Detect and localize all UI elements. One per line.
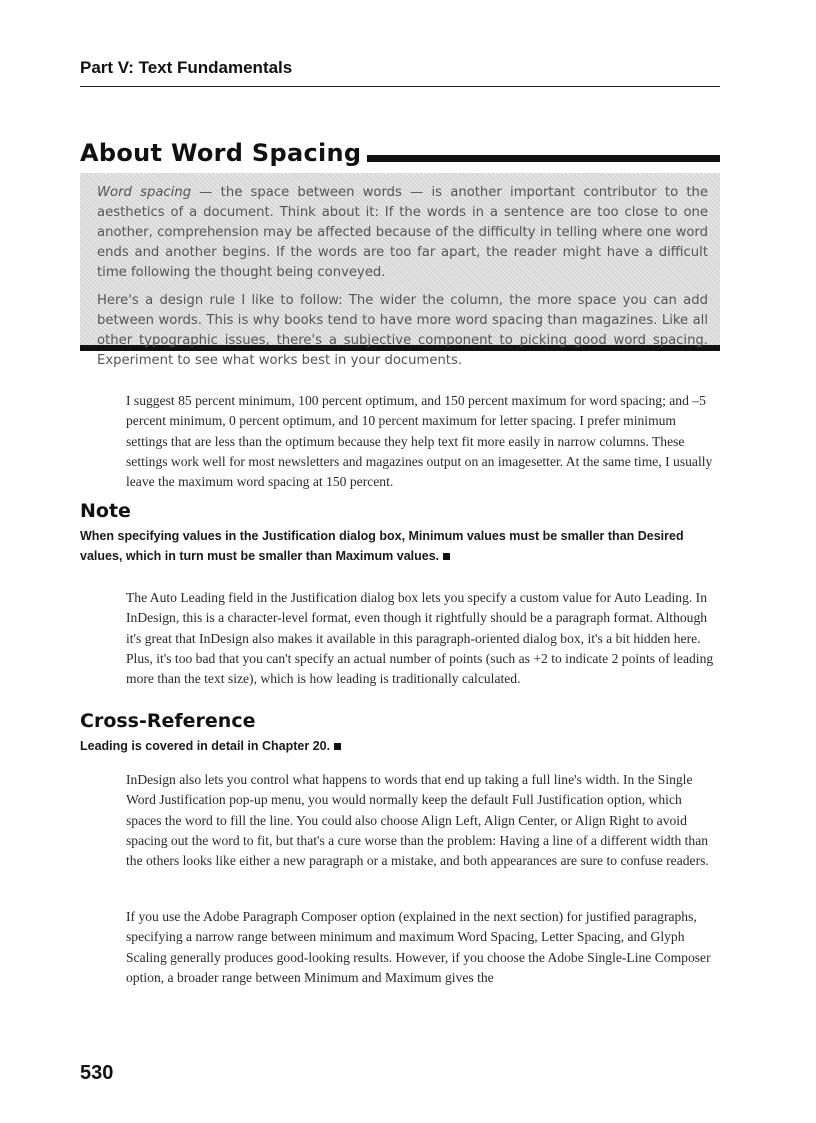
running-head: Part V: Text Fundamentals bbox=[80, 58, 720, 87]
end-mark-icon bbox=[334, 743, 341, 750]
cross-reference-text: Leading is covered in detail in Chapter 20. bbox=[80, 739, 331, 753]
body-paragraph-1-block bbox=[126, 391, 720, 492]
sidebar-term: Word spacing bbox=[97, 185, 192, 200]
title-rule bbox=[367, 155, 720, 162]
sidebar-box bbox=[80, 173, 720, 368]
end-mark-icon bbox=[443, 553, 450, 560]
sidebar-title: About Word Spacing bbox=[80, 139, 362, 167]
body-paragraph-4-block bbox=[126, 907, 720, 988]
sidebar-paragraph-2: Here's a design rule I like to follow: The wider the column, the more space you can add between words. This is why books tend to have more word spacing than magazines. Like all other typographic issues, there's a subjective component to picking good word spacing. Experiment to see what works best in your documents. bbox=[97, 293, 708, 368]
body-paragraph-4: If you use the Adobe Paragraph Composer option (explained in the next section) for justified paragraphs, specifying a narrow range between minimum and maximum Word Spacing, Letter Spacing, and Glyph Scaling generally produces good-looking results. However, if you choose the Adobe Single-Line Composer option, a broader range between Minimum and Maximum gives the bbox=[126, 909, 711, 985]
cross-reference-heading: Cross-Reference bbox=[80, 710, 256, 732]
body-paragraph-3-block bbox=[126, 770, 720, 871]
page-number: 530 bbox=[80, 1062, 114, 1084]
note-text: When specifying values in the Justification dialog box, Minimum values must be smaller than Desired values, which in turn must be smaller than Maximum values. bbox=[80, 529, 684, 563]
body-paragraph-2: The Auto Leading field in the Justification dialog box lets you specify a custom value for Auto Leading. In InDesign, this is a character-level format, even though it rightfully should be a paragraph format. Although it's great that InDesign also makes it available in this paragraph-oriented dialog box, it's a bit hidden here. Plus, it's too bad that you can't specify an actual number of points (such as +2 to indicate 2 points of leading more than the text size), which is how leading is traditionally calculated. bbox=[126, 590, 714, 687]
body-paragraph-2-block bbox=[126, 588, 720, 689]
body-paragraph-3: InDesign also lets you control what happens to words that end up taking a full line's width. In the Single Word Justification pop-up menu, you would normally keep the default Full Justification option, which spaces the word to fill the line. You could also choose Align Left, Align Center, or Align Right to avoid spacing out the word to fit, but that's a cure worse than the problem: Having a line of a different width than the others looks like either a new paragraph or a mistake, and both appearances are sure to confuse readers. bbox=[126, 772, 709, 869]
sidebar-paragraph-1-text: — the space between words — is another important contributor to the aesthetics of a document. Think about it: If the words in a sentence are too close to one another, comprehension may be affected because of the difficulty in telling where one word ends and another begins. If the words are too far apart, the reader might have a difficult time following the thought being conveyed. bbox=[97, 185, 709, 280]
body-paragraph-1: I suggest 85 percent minimum, 100 percent optimum, and 150 percent maximum for word spacing; and –5 percent minimum, 0 percent optimum, and 10 percent maximum for letter spacing. I prefer minimum settings that are less than the optimum because they help text fit more easily in narrow columns. These settings work well for most newsletters and magazines output on an imagesetter. At the same time, I usually leave the maximum word spacing at 150 percent. bbox=[126, 393, 713, 490]
sidebar-title-row bbox=[80, 136, 720, 168]
sidebar-paragraph-1 bbox=[97, 183, 708, 283]
note-text-block bbox=[80, 526, 720, 566]
note-heading: Note bbox=[80, 500, 131, 522]
cross-reference-text-block bbox=[80, 736, 720, 756]
